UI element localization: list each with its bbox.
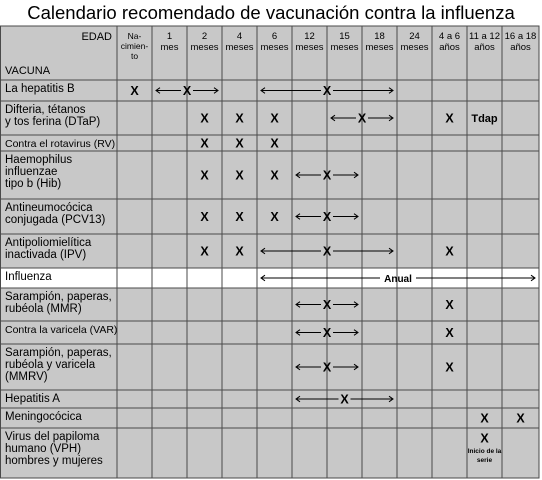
dose-mark: X: [235, 210, 244, 224]
vaccine-name: Sarampión, paperas,: [5, 291, 112, 303]
age-header-1: 1: [166, 31, 173, 42]
dose-mark: X: [445, 244, 454, 259]
row-cell: [467, 288, 502, 321]
row-cell: [187, 288, 222, 321]
row-cell: [292, 428, 327, 478]
row-cell: [152, 344, 187, 390]
vaccine-name: conjugada (PCV13): [5, 214, 106, 226]
row-cell: [152, 101, 187, 135]
vaccine-name: Influenza: [5, 271, 52, 283]
dose-range-mark: X: [322, 210, 332, 224]
row-cell: [327, 135, 362, 151]
row-cell: [117, 288, 152, 321]
row-cell: [432, 390, 467, 408]
row-cell: [362, 428, 397, 478]
row-cell: [117, 408, 152, 428]
vaccine-name: influenzae: [5, 166, 58, 178]
row-cell: [467, 80, 502, 101]
row-cell: [292, 101, 327, 135]
dose-mark: X: [200, 168, 209, 183]
dose-mark: X: [445, 298, 454, 312]
row-cell: [117, 344, 152, 390]
row-cell: [117, 321, 152, 344]
row-cell: [362, 408, 397, 428]
age-header-10: años: [474, 42, 495, 53]
row-cell: [222, 321, 257, 344]
age-header-6: meses: [330, 42, 359, 53]
vaccine-name: Hepatitis A: [5, 393, 60, 405]
row-cell: [397, 101, 432, 135]
dose-mark: X: [130, 84, 139, 98]
age-header-8: meses: [400, 42, 429, 53]
age-header-7: meses: [365, 42, 394, 53]
age-header-0: cimien-: [120, 41, 149, 51]
dose-mark: X: [445, 111, 454, 126]
vaccine-name: Sarampión, paperas,: [5, 347, 112, 359]
row-cell: [187, 344, 222, 390]
dose-mark: X: [200, 210, 209, 224]
dose-mark: X: [270, 168, 279, 183]
age-header-0: to: [130, 51, 139, 61]
row-cell: [152, 199, 187, 234]
row-cell: [502, 80, 539, 101]
row-cell: [222, 344, 257, 390]
dose-range-mark: X: [322, 244, 332, 259]
age-header-3: meses: [225, 42, 254, 53]
row-cell: [222, 408, 257, 428]
row-cell: [187, 321, 222, 344]
dose-range-mark: X: [357, 111, 367, 126]
dose-mark: X: [270, 210, 279, 224]
vaccine-name: tipo b (Hib): [5, 178, 62, 190]
dose-range-mark: X: [322, 168, 332, 183]
dose-mark: X: [235, 136, 244, 151]
row-cell: [152, 135, 187, 151]
series-start-note: Inicio de la: [467, 448, 502, 455]
row-cell: [432, 151, 467, 199]
row-cell: [502, 428, 539, 478]
vaccine-name: Contra la varicela (VAR): [5, 324, 118, 336]
age-header-4: meses: [260, 42, 289, 53]
vaccine-name: hombres y mujeres: [5, 455, 103, 467]
vaccine-name: Difteria, tétanos: [5, 104, 86, 116]
dose-range-mark: X: [322, 298, 332, 312]
dose-range-mark: X: [322, 360, 332, 375]
row-cell: [432, 135, 467, 151]
row-cell: [117, 101, 152, 135]
row-cell: [432, 428, 467, 478]
dose-range-mark: X: [182, 84, 192, 98]
dose-mark: X: [200, 136, 209, 151]
row-cell: [362, 199, 397, 234]
row-cell: [257, 288, 292, 321]
age-header-11: 16 a 18: [504, 31, 537, 42]
row-cell: [117, 234, 152, 268]
dose-mark: X: [270, 111, 279, 126]
age-header-0: Na-: [127, 31, 142, 41]
row-cell: [222, 288, 257, 321]
dose-mark: X: [516, 411, 525, 426]
edad-header: EDAD: [81, 31, 112, 43]
age-header-2: meses: [190, 42, 219, 53]
vaccine-name: (MMRV): [5, 371, 48, 383]
row-cell: [502, 321, 539, 344]
dose-mark: X: [200, 244, 209, 259]
row-cell: [397, 234, 432, 268]
row-cell: [362, 135, 397, 151]
row-cell: [397, 344, 432, 390]
row-cell: [502, 234, 539, 268]
row-cell: [467, 234, 502, 268]
row-cell: [467, 135, 502, 151]
row-cell: [222, 390, 257, 408]
row-cell: [397, 288, 432, 321]
row-cell: [117, 268, 152, 288]
vaccine-name: rubéola (MMR): [5, 303, 82, 315]
row-cell: [152, 234, 187, 268]
row-cell: [397, 428, 432, 478]
row-cell: [152, 428, 187, 478]
row-cell: [502, 135, 539, 151]
row-cell: [222, 268, 257, 288]
dose-mark: X: [270, 136, 279, 151]
dose-mark: X: [235, 244, 244, 259]
row-cell: [502, 390, 539, 408]
vaccine-name: y tos ferina (DTaP): [5, 116, 101, 128]
row-cell: [292, 408, 327, 428]
age-header-10: 11 a 12: [469, 31, 500, 42]
age-header-1: mes: [160, 42, 179, 53]
row-cell: [502, 344, 539, 390]
row-cell: [432, 408, 467, 428]
row-cell: [187, 268, 222, 288]
row-cell: [327, 408, 362, 428]
dose-mark: X: [235, 111, 244, 126]
row-cell: [362, 151, 397, 199]
row-cell: [257, 344, 292, 390]
dose-mark: X: [445, 360, 454, 375]
row-cell: [467, 199, 502, 234]
row-cell: [117, 390, 152, 408]
row-cell: [117, 428, 152, 478]
vaccine-name: Meningocócica: [5, 411, 82, 423]
row-cell: [117, 151, 152, 199]
row-cell: [397, 80, 432, 101]
row-cell: [117, 199, 152, 234]
row-cell: [362, 344, 397, 390]
row-cell: [502, 288, 539, 321]
age-header-9: 4 a 6: [438, 31, 461, 42]
row-cell: [362, 321, 397, 344]
dose-mark: X: [480, 431, 489, 446]
row-cell: [152, 390, 187, 408]
row-cell: [397, 151, 432, 199]
vaccine-name: La hepatitis B: [5, 83, 75, 95]
row-cell: [187, 428, 222, 478]
vaccine-name: Haemophilus: [5, 154, 73, 166]
row-cell: [467, 151, 502, 199]
row-cell: [152, 151, 187, 199]
age-header-11: años: [510, 42, 531, 53]
dose-range-label: Anual: [384, 274, 412, 285]
row-cell: [397, 135, 432, 151]
age-header-7: 18: [374, 31, 385, 42]
dose-label: Tdap: [471, 113, 498, 125]
row-cell: [502, 199, 539, 234]
row-cell: [397, 321, 432, 344]
vaccine-name: humano (VPH): [5, 443, 82, 455]
vaccine-name: Antipoliomielítica: [5, 237, 92, 249]
row-cell: [222, 80, 257, 101]
age-header-2: 2: [201, 31, 208, 42]
row-cell: [222, 428, 257, 478]
row-cell: [502, 101, 539, 135]
age-header-8: 24: [409, 31, 420, 42]
row-cell: [467, 344, 502, 390]
row-cell: [152, 321, 187, 344]
row-cell: [362, 288, 397, 321]
vaccine-name: inactivada (IPV): [5, 249, 87, 261]
dose-mark: X: [445, 326, 454, 340]
vaccine-name: Contra el rotavirus (RV): [5, 138, 116, 150]
vaccine-name: Antineumocócica: [5, 202, 93, 214]
row-cell: [187, 390, 222, 408]
dose-range-mark: X: [340, 392, 349, 407]
row-cell: [397, 199, 432, 234]
age-header-5: meses: [295, 42, 324, 53]
page-title: Calendario recomendado de vacunación contra la influenza: [27, 2, 515, 23]
dose-mark: X: [480, 411, 489, 426]
row-cell: [397, 408, 432, 428]
age-header-3: 4: [236, 31, 243, 42]
dose-range-mark: X: [322, 84, 332, 98]
row-cell: [397, 390, 432, 408]
row-cell: [502, 151, 539, 199]
row-cell: [152, 268, 187, 288]
dose-range-mark: X: [322, 326, 332, 340]
row-cell: [432, 80, 467, 101]
row-cell: [257, 390, 292, 408]
series-start-note: serie: [476, 457, 493, 464]
row-cell: [187, 408, 222, 428]
dose-mark: X: [200, 111, 209, 126]
row-cell: [117, 135, 152, 151]
age-header-9: años: [439, 42, 460, 53]
vaccine-name: rubéola y varicela: [5, 359, 96, 371]
row-cell: [257, 428, 292, 478]
age-header-6: 15: [339, 31, 350, 42]
row-cell: [432, 199, 467, 234]
age-header-4: 6: [271, 31, 278, 42]
row-cell: [152, 288, 187, 321]
row-cell: [257, 408, 292, 428]
row-cell: [152, 408, 187, 428]
row-cell: [292, 135, 327, 151]
row-cell: [257, 321, 292, 344]
row-cell: [467, 321, 502, 344]
age-header-5: 12: [304, 31, 315, 42]
vaccine-name: Virus del papiloma: [5, 431, 100, 443]
vacuna-header: VACUNA: [5, 65, 51, 77]
row-cell: [327, 428, 362, 478]
row-cell: [467, 390, 502, 408]
dose-mark: X: [235, 168, 244, 183]
